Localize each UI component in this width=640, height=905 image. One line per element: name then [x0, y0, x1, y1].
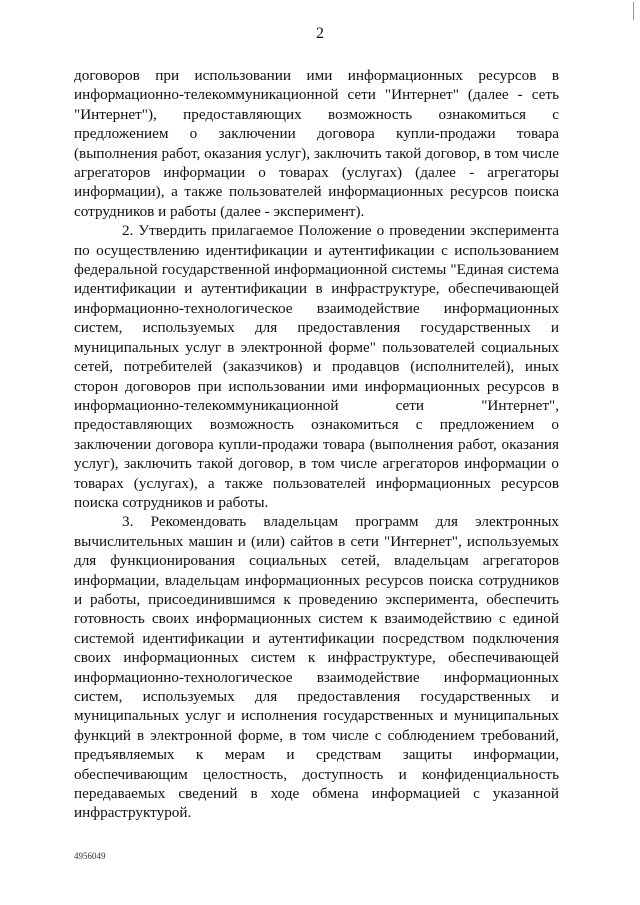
document-code: 4956049	[74, 851, 106, 861]
paragraph-item-2: 2. Утвердить прилагаемое Положение о проведении эксперимента по осуществлению идентификации и аутентификации с использованием федеральной государственной информационной системы "Единая система идентификации и аутентификации в инфраструктуре, обеспечивающей информационно-технологическое взаимодействие информационных систем, используемых для предоставления государственных и муниципальных услуг в электронной форме" пользователей социальных сетей, потребителей (заказчиков) и продавцов (исполнителей), иных сторон договоров при использовании ими информационных ресурсов в информационно-телекоммуникационной сети "Интернет", предоставляющих возможность ознакомиться с предложением о заключении договора купли-продажи товара (выполнения работ, оказания услуг), заключить такой договор, в том числе агрегаторов информации о товарах (услугах), а также пользователей информационных ресурсов поиска сотрудников и работы.	[74, 222, 559, 511]
corner-mark	[633, 2, 634, 20]
paragraph-item-3: 3. Рекомендовать владельцам программ для электронных вычислительных машин и (или) сайтов в сети "Интернет", используемых для функционирования социальных сетей, владельцам агрегаторов информации, владельцам информационных ресурсов поиска сотрудников и работы, присоединившимся к проведению эксперимента, обеспечить готовность своих информационных систем к взаимодействию с единой системой идентификации и аутентификации посредством подключения своих информационных систем к инфраструктуре, обеспечивающей информационно-технологическое взаимодействие информационных систем, используемых для предоставления государственных и муниципальных услуг и исполнения государственных и муниципальных функций в электронной форме, в том числе с соблюдением требований, предъявляемых к мерам и средствам защиты информации, обеспечивающим целостность, доступность и конфиденциальность передаваемых сведений в ходе обмена информацией с указанной инфраструктурой.	[74, 513, 559, 822]
page-number: 2	[316, 25, 324, 42]
paragraph-continuation: договоров при использовании ими информационных ресурсов в информационно-телекоммуникационной сети "Интернет" (далее - сеть "Интернет"), предоставляющих возможность ознакомиться с предложением о заключении договора купли-продажи товара (выполнения работ, оказания услуг), заключить такой договор, в том числе агрегаторов информации о товарах (услугах) (далее - агрегаторы информации), а также пользователей информационных ресурсов поиска сотрудников и работы (далее - эксперимент).	[74, 67, 559, 220]
document-body	[74, 66, 559, 823]
